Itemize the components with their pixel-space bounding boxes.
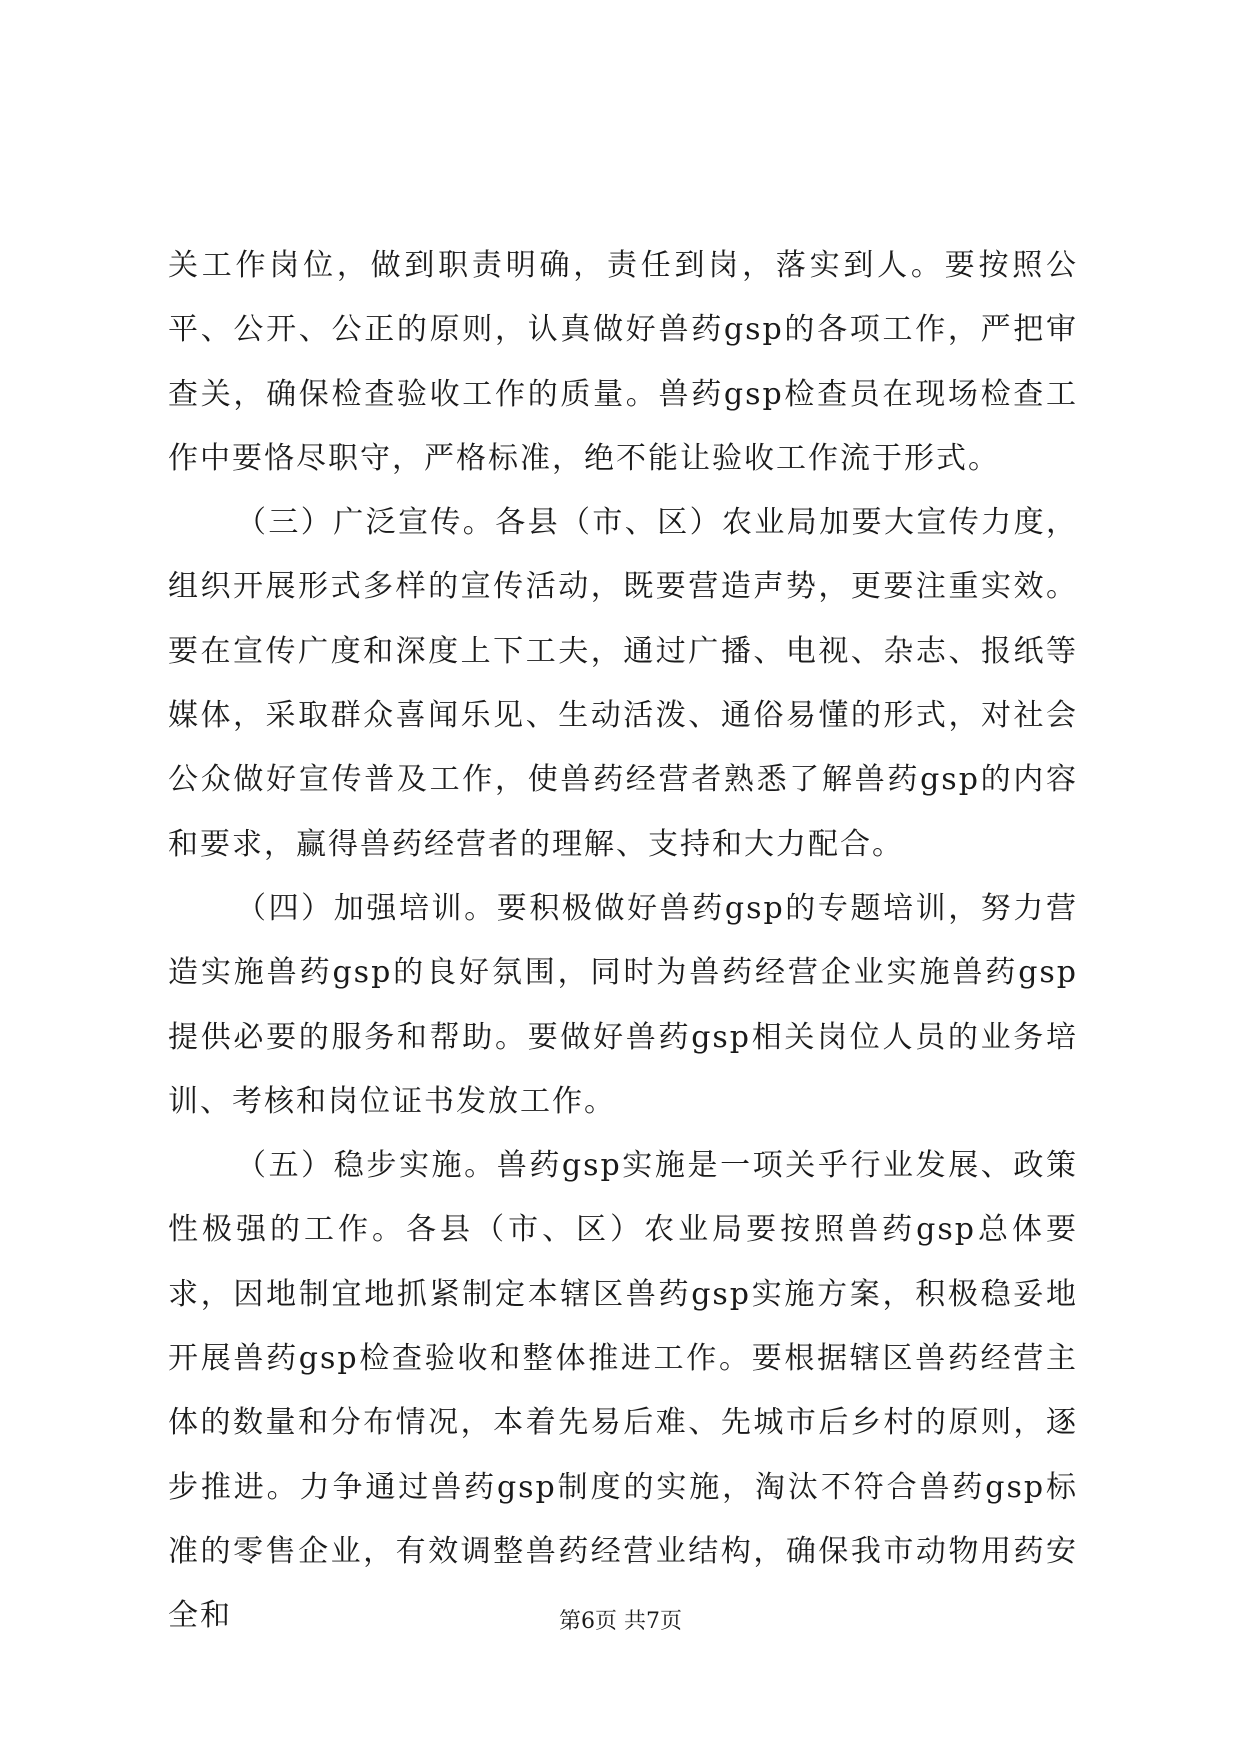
page-number-footer: 第6页 共7页 (559, 1609, 682, 1634)
paragraph-publicity: （三）广泛宣传。各县（市、区）农业局加要大宣传力度，组织开展形式多样的宣传活动，既要营造声势，更要注重实效。要在宣传广度和深度上下工夫，通过广播、电视、杂志、报纸等媒体，采取群众喜闻乐见、生动活泼、通俗易懂的形式，对社会公众做好宣传普及工作，使兽药经营者熟悉了解兽药gsp的内容和要求，赢得兽药经营者的理解、支持和大力配合。 (168, 505, 1078, 862)
paragraph-implementation: （五）稳步实施。兽药gsp实施是一项关乎行业发展、政策性极强的工作。各县（市、区）农业局要按照兽药gsp总体要求，因地制宜地抓紧制定本辖区兽药gsp实施方案，积极稳妥地开展兽药gsp检查验收和整体推进工作。要根据辖区兽药经营主体的数量和分布情况，本着先易后难、先城市后乡村的原则，逐步推进。力争通过兽药gsp制度的实施，淘汰不符合兽药gsp标准的零售企业，有效调整兽药经营业结构，确保我市动物用药安全和 (168, 1148, 1078, 1634)
document-body (168, 234, 1078, 1649)
paragraph-continuation: 关工作岗位，做到职责明确，责任到岗，落实到人。要按照公平、公开、公正的原则，认真做好兽药gsp的各项工作，严把审查关，确保检查验收工作的质量。兽药gsp检查员在现场检查工作中要恪尽职守，严格标准，绝不能让验收工作流于形式。 (168, 248, 1078, 476)
paragraph-training: （四）加强培训。要积极做好兽药gsp的专题培训，努力营造实施兽药gsp的良好氛围，同时为兽药经营企业实施兽药gsp提供必要的服务和帮助。要做好兽药gsp相关岗位人员的业务培训、考核和岗位证书发放工作。 (168, 890, 1078, 1119)
